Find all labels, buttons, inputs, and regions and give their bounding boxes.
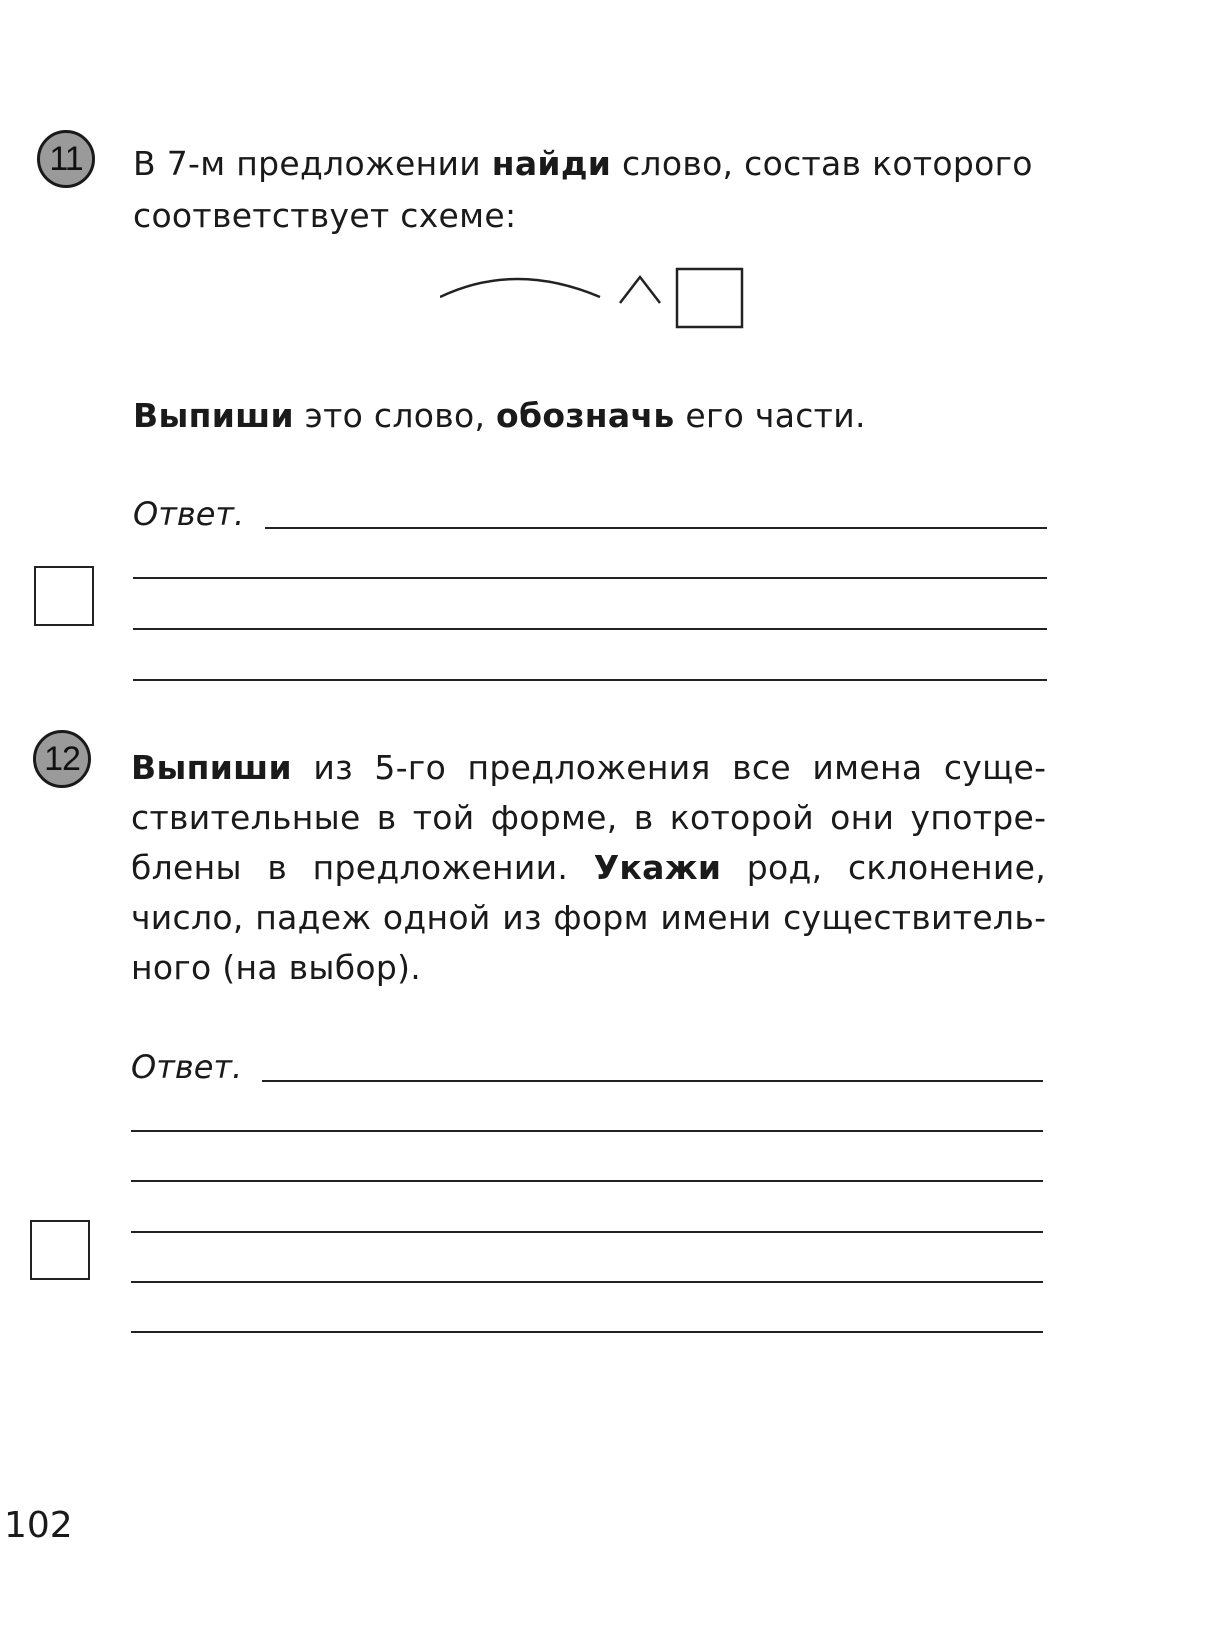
task-11-answer-line-1[interactable] xyxy=(265,527,1047,529)
task-11-line-2: соответствует схеме: xyxy=(133,196,517,235)
task-11-text-find: найди xyxy=(491,144,612,183)
task-12-indicate: Укажи xyxy=(593,848,722,887)
task-12-answer-line-1[interactable] xyxy=(262,1080,1043,1082)
task-11-answer-line-2[interactable] xyxy=(133,577,1047,579)
task-11-line-1 xyxy=(133,138,1053,190)
task-11-answer-label: Ответ. xyxy=(133,495,245,533)
task-11-answer-line-4[interactable] xyxy=(133,679,1047,681)
task-12-number: 12 xyxy=(44,739,80,778)
task-12-text-d: род, склонение, число, падеж одной из форм имени существительного (на выбор). xyxy=(131,848,1046,987)
task-12-answer-line-3[interactable] xyxy=(131,1180,1043,1182)
ending-box-icon xyxy=(677,269,742,327)
task-12-answer-line-4[interactable] xyxy=(131,1231,1043,1233)
task-11-instruction-d: его части. xyxy=(674,396,866,435)
page-number: 102 xyxy=(4,1505,73,1546)
task-11-answer-line-3[interactable] xyxy=(133,628,1047,630)
task-11-instruction xyxy=(133,390,1053,442)
task-11-mark: обозначь xyxy=(496,396,675,435)
task-12-answer-line-2[interactable] xyxy=(131,1130,1043,1132)
task-12-answer-line-6[interactable] xyxy=(131,1331,1043,1333)
task-12-score-box[interactable] xyxy=(30,1220,90,1280)
task-12-write-out: Выпиши xyxy=(131,748,292,787)
task-11-instruction-b: это слово, xyxy=(293,396,497,435)
task-12-prompt xyxy=(131,743,1046,993)
task-12-answer-line-5[interactable] xyxy=(131,1281,1043,1283)
task-12-answer-label: Ответ. xyxy=(131,1048,243,1086)
task-12-text-b: из 5-го предложения все имена существительные в той форме, в которой они употреблены в предложении. xyxy=(131,748,1046,887)
task-11-text-a: В 7-м предложении xyxy=(133,144,492,183)
suffix-caret-icon xyxy=(620,277,660,303)
task-11-number: 11 xyxy=(49,139,83,178)
task-12-number-badge xyxy=(33,730,91,788)
morpheme-scheme xyxy=(440,265,750,335)
task-11-text-c: слово, состав которого xyxy=(611,144,1033,183)
root-arc-icon xyxy=(440,279,600,297)
task-11-prompt xyxy=(133,138,1053,242)
task-11-score-box[interactable] xyxy=(34,566,94,626)
task-11-write-out: Выпиши xyxy=(133,396,294,435)
task-11-number-badge xyxy=(37,130,95,188)
